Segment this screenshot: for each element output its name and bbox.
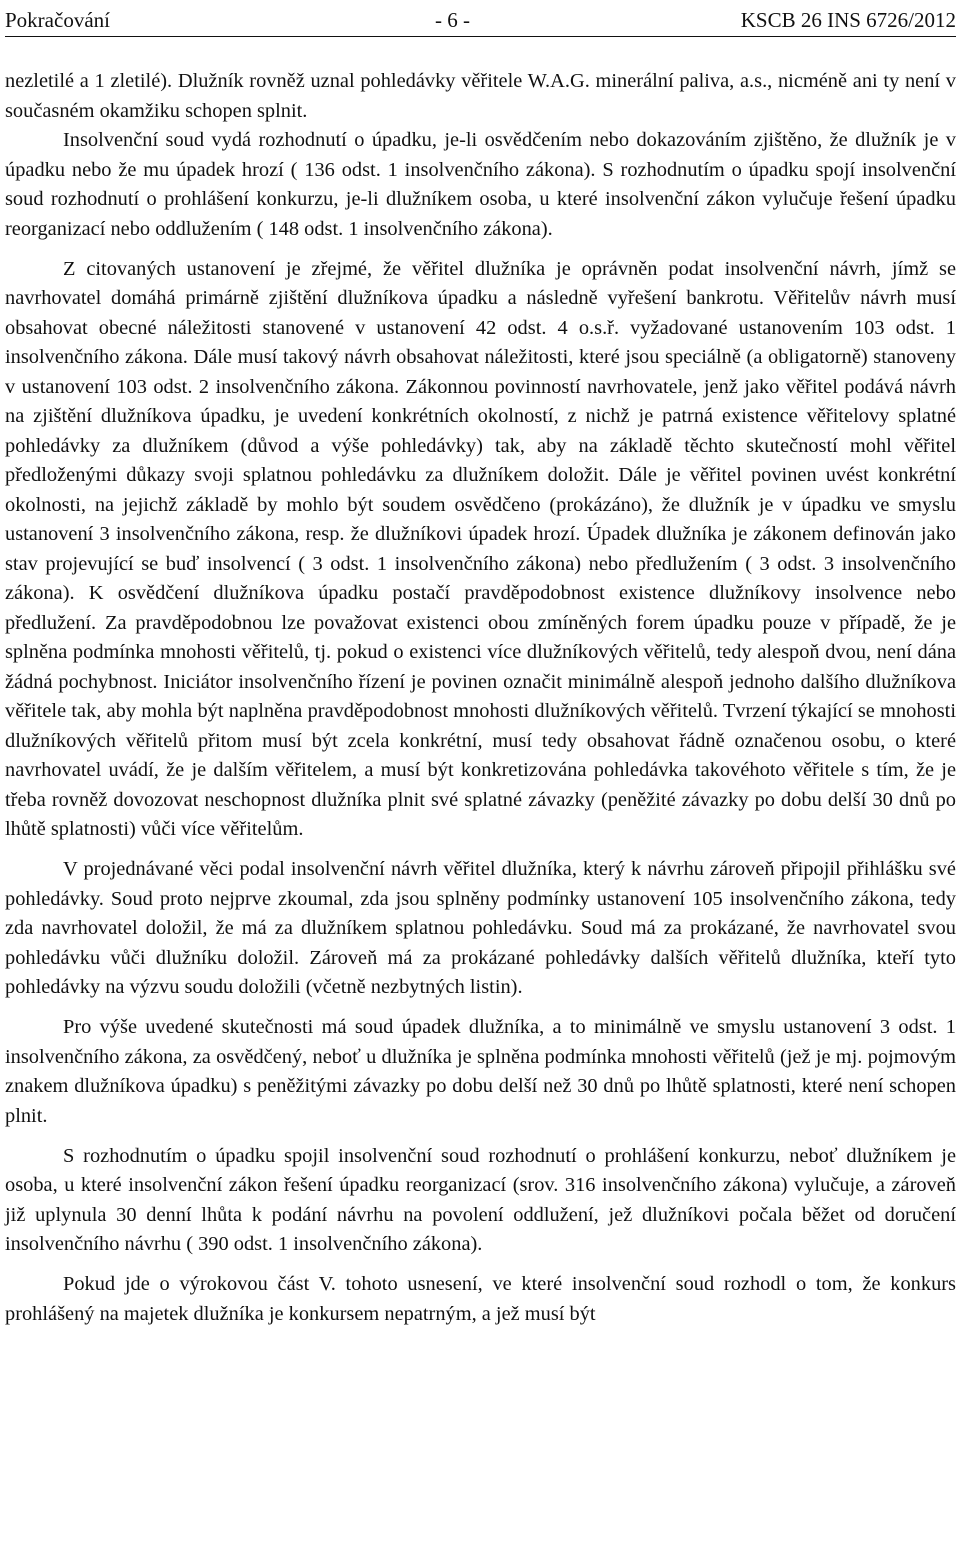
paragraph: V projednávané věci podal insolvenční návrh věřitel dlužníka, který k návrhu zároveň připojil přihlášku své pohledávky. Soud proto nejprve zkoumal, zda jsou splněny podmínky ustanovení 105 insolvenčního zákona, tedy zda navrhovatel doložil, že má za dlužníkem splatnou pohledávku. Soud má za prokázané, že navrhovatel svou pohledávku vůči dlužníku doložil. Zároveň má za prokázané pohledávky dalších věřitelů dlužníka, kteří tyto pohledávky na výzvu soudu doložili (včetně nezbytných listin). <box>5 858 956 998</box>
paragraph: S rozhodnutím o úpadku spojil insolvenční soud rozhodnutí o prohlášení konkurzu, neboť dlužníkem je osoba, u které insolvenční zákon řešení úpadku reorganizací (srov. 316 insolvenčního zákona) vylučuje, a zároveň již uplynula 30 denní lhůta k podání návrhu na povolení oddlužení, jež dlužníkovi počala běžet od doručení insolvenčního návrhu ( 390 odst. 1 insolvenčního zákona). <box>5 1144 956 1255</box>
document-page <box>5 0 956 1325</box>
document-body <box>5 67 956 1329</box>
paragraph: nezletilé a 1 zletilé). Dlužník rovněž uznal pohledávky věřitele W.A.G. minerální paliva, a.s., nicméně ani ty není v současném okamžiku schopen splnit. <box>5 70 956 122</box>
paragraph: Z citovaných ustanovení je zřejmé, že věřitel dlužníka je oprávněn podat insolvenční návrh, jímž se navrhovatel domáhá primárně zjištění dlužníkova úpadku a následně vyřešení bankrotu. Věřitelův návrh musí obsahovat obecné náležitosti stanovené v ustanovení 42 odst. 4 o.s.ř. vyžadované ustanovením 103 odst. 1 insolvenčního zákona. Dále musí takový návrh obsahovat náležitosti, které jsou speciálně (a obligatorně) stanoveny v ustanovení 103 odst. 2 insolvenčního zákona. Zákonnou povinností navrhovatele, jenž jako věřitel podává návrh na zjištění dlužníkova úpadku, je uvedení konkrétních okolností, z nichž je patrná existence věřitelovy splatné pohledávky za dlužníkem (důvod a výše pohledávky) tak, aby na základě těchto skutečností mohl věřitel předloženými důkazy svoji splatnou pohledávku za dlužníkem doložit. Dále je věřitel povinen uvést konkrétní okolnosti, na jejichž základě by mohlo být soudem osvědčeno (prokázáno), že dlužník je v úpadku ve smyslu ustanovení 3 insolvenčního zákona, resp. že dlužníkovi úpadek hrozí. Úpadek dlužníka je zákonem definován jako stav projevující se buď insolvencí ( 3 odst. 1 insolvenčního zákona) nebo předlužením ( 3 odst. 3 insolvenčního zákona). K osvědčení dlužníkova úpadku postačí pravděpodobnost existence dlužníkovy insolvence nebo předlužení. Za pravděpodobnou lze považovat existenci obou zmíněných forem úpadku pouze v případě, že je splněna podmínka mnohosti věřitelů, tj. pokud o existenci více dlužníkových věřitelů, tedy alespoň dvou, není dána žádná pochybnost. Iniciátor insolvenčního řízení je povinen označit minimálně alespoň jednoho dalšího dlužníkova věřitele tak, aby mohla být naplněna pravděpodobnost mnohosti dlužníkových věřitelů. Tvrzení týkající se mnohosti dlužníkových věřitelů přitom musí být zcela konkrétní, musí tedy obsahovat řádně označenou osobu, o které navrhovatel uvádí, že je dalším věřitelem, a musí být konkretizována pohledávka takovéhoto věřitele s tím, že je třeba rovněž dovozovat neschopnost dlužníka plnit své splatné závazky (peněžité závazky po dobu delší 30 dnů po lhůtě splatnosti) vůči více věřitelům. <box>5 257 956 840</box>
page-header <box>5 0 956 40</box>
paragraph: Pokud jde o výrokovou část V. tohoto usnesení, ve které insolvenční soud rozhodl o tom, že konkurs prohlášený na majetek dlužníka je konkursem nepatrným, a jež musí být <box>5 1273 956 1325</box>
header-divider <box>5 36 956 37</box>
page-number: - 6 - <box>435 8 470 32</box>
paragraph: Insolvenční soud vydá rozhodnutí o úpadku, je-li osvědčením nebo dokazováním zjištěno, že dlužník je v úpadku nebo že mu úpadek hrozí ( 136 odst. 1 insolvenčního zákona). S rozhodnutím o úpadku spojí insolvenční soud rozhodnutí o prohlášení konkurzu, je-li dlužníkem osoba, u které insolvenční zákon vylučuje řešení úpadku reorganizací nebo oddlužením ( 148 odst. 1 insolvenčního zákona). <box>5 129 956 240</box>
case-number: KSCB 26 INS 6726/2012 <box>740 8 956 32</box>
paragraph: Pro výše uvedené skutečnosti má soud úpadek dlužníka, a to minimálně ve smyslu ustanovení 3 odst. 1 insolvenčního zákona, za osvědčený, neboť u dlužníka je splněna podmínka mnohosti věřitelů (jež je mj. pojmovým znakem dlužníkova úpadku) s peněžitými závazky po dobu delší než 30 dnů po lhůtě splatnosti, které není schopen plnit. <box>5 1016 956 1127</box>
header-left: Pokračování <box>5 8 110 32</box>
